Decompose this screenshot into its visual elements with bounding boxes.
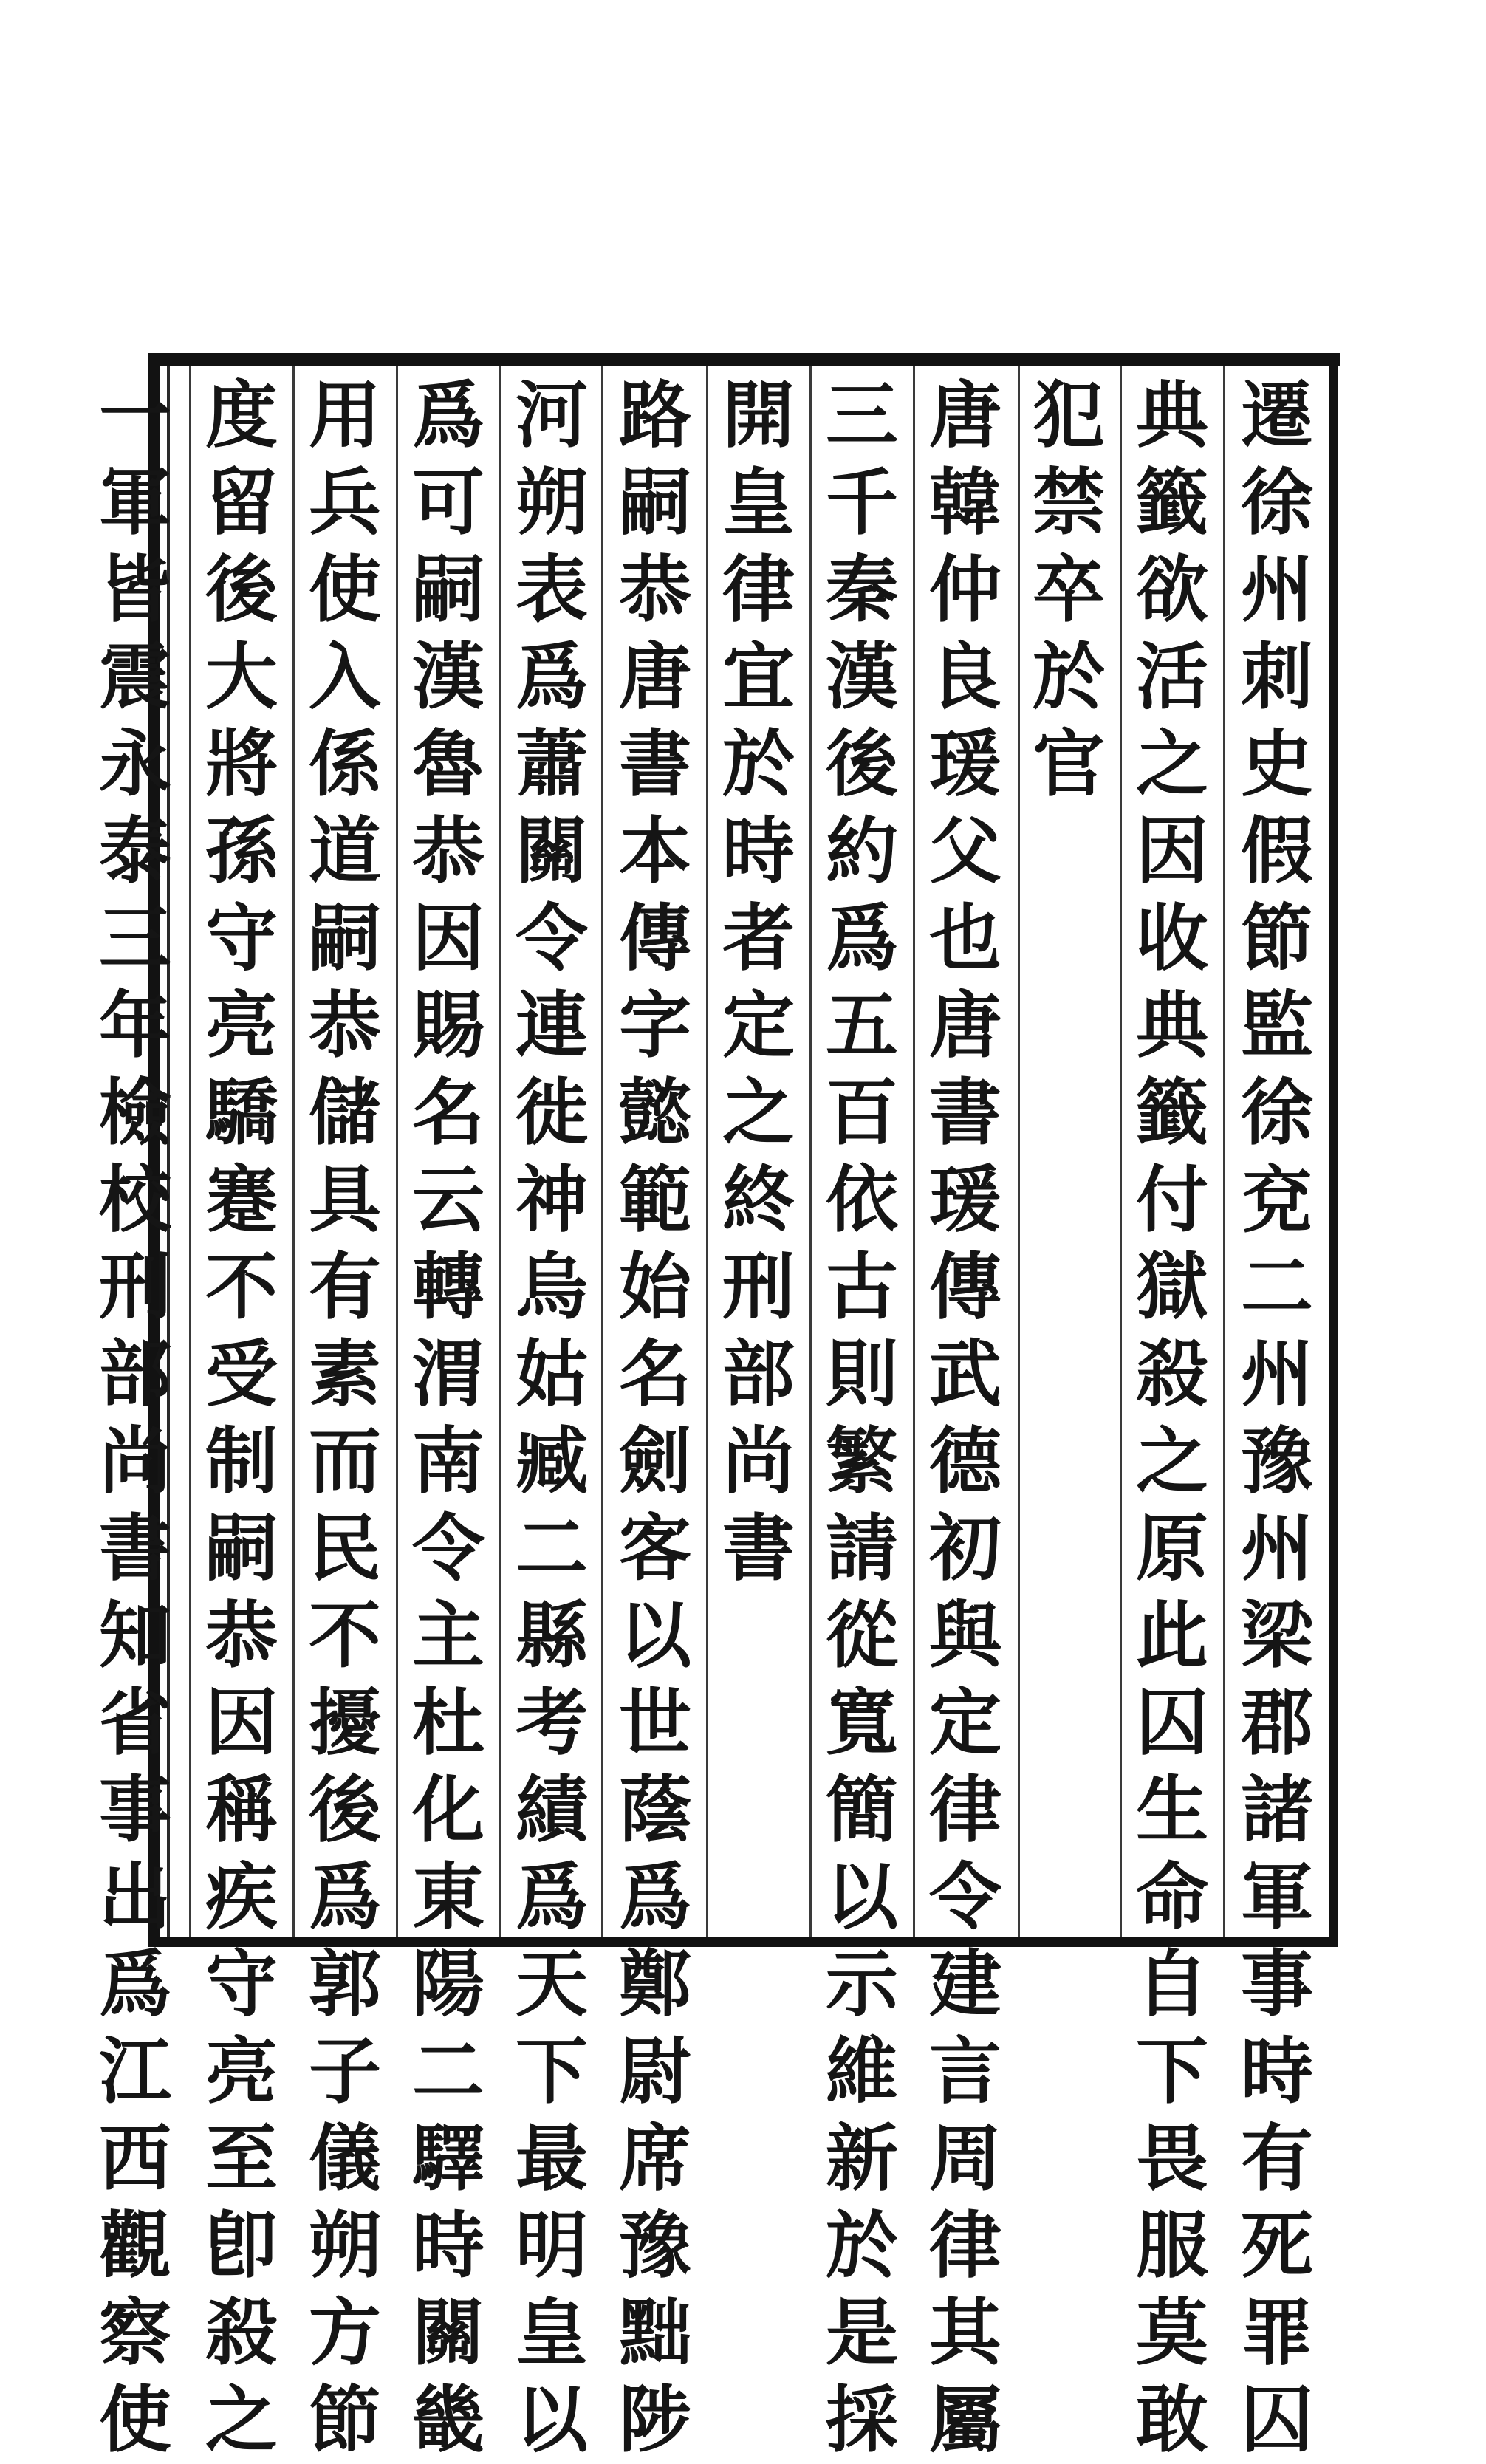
text-glyph: 書 <box>98 1506 171 1591</box>
text-glyph: 活 <box>1135 634 1208 719</box>
text-glyph: 示 <box>825 1942 898 2027</box>
text-glyph: 假 <box>1240 809 1313 894</box>
text-column-12 <box>87 372 183 2464</box>
text-glyph: 豫 <box>618 2203 691 2288</box>
text-glyph: 嗣 <box>308 896 381 981</box>
frame-right-border <box>1329 353 1338 1947</box>
text-glyph: 字 <box>618 983 691 1068</box>
text-glyph: 震 <box>98 634 171 719</box>
text-glyph: 建 <box>928 1942 1001 2027</box>
text-glyph: 不 <box>308 1593 381 1678</box>
text-glyph: 係 <box>308 722 381 807</box>
text-glyph: 縣 <box>515 1593 588 1678</box>
text-glyph: 州 <box>1240 1332 1313 1417</box>
text-glyph: 神 <box>515 1157 588 1242</box>
text-glyph: 主 <box>411 1593 485 1678</box>
text-glyph: 具 <box>308 1157 381 1242</box>
text-glyph: 屬 <box>928 2378 1001 2463</box>
text-glyph: 節 <box>1240 896 1313 981</box>
text-glyph: 表 <box>515 547 588 632</box>
text-glyph: 範 <box>618 1157 691 1242</box>
text-glyph: 疾 <box>205 1855 278 1940</box>
text-glyph: 刑 <box>98 1245 171 1329</box>
text-glyph: 監 <box>1240 983 1313 1068</box>
text-glyph: 請 <box>825 1506 898 1591</box>
text-glyph: 豫 <box>1240 1419 1313 1504</box>
text-glyph: 部 <box>722 1332 795 1417</box>
text-glyph: 遷 <box>1240 373 1313 458</box>
text-glyph: 驕 <box>205 1070 278 1155</box>
text-glyph: 亮 <box>205 2029 278 2114</box>
text-glyph: 陽 <box>411 1942 485 2027</box>
text-glyph: 爲 <box>411 373 485 458</box>
text-glyph: 傳 <box>928 1245 1001 1329</box>
text-glyph: 漢 <box>825 634 898 719</box>
text-glyph: 部 <box>98 1332 171 1417</box>
text-glyph: 梁 <box>1240 1593 1313 1678</box>
text-glyph: 律 <box>928 2203 1001 2288</box>
text-glyph: 臧 <box>515 1419 588 1504</box>
text-glyph: 於 <box>825 2203 898 2288</box>
text-glyph: 河 <box>515 373 588 458</box>
text-glyph: 生 <box>1135 1767 1208 1852</box>
text-glyph: 朔 <box>308 2203 381 2288</box>
text-glyph: 後 <box>825 722 898 807</box>
text-glyph: 約 <box>825 809 898 894</box>
text-glyph: 付 <box>1135 1157 1208 1242</box>
text-glyph: 徙 <box>515 1070 588 1155</box>
text-glyph: 軍 <box>1240 1855 1313 1940</box>
text-glyph: 儀 <box>308 2116 381 2201</box>
text-glyph: 民 <box>308 1506 381 1591</box>
frame-top-border <box>148 353 1340 366</box>
text-glyph: 爲 <box>308 1855 381 1940</box>
text-glyph: 瑗 <box>928 1157 1001 1242</box>
text-glyph: 令 <box>411 1506 485 1591</box>
text-glyph: 死 <box>1240 2203 1313 2288</box>
text-glyph: 之 <box>205 2378 278 2463</box>
text-glyph: 杜 <box>411 1680 485 1765</box>
text-glyph: 畿 <box>411 2378 485 2463</box>
column-divider <box>1120 366 1122 1937</box>
text-glyph: 此 <box>1135 1593 1208 1678</box>
text-glyph: 績 <box>515 1767 588 1852</box>
text-glyph: 轉 <box>411 1245 485 1329</box>
text-glyph: 維 <box>825 2029 898 2114</box>
text-glyph: 名 <box>618 1332 691 1417</box>
text-glyph: 罪 <box>1240 2290 1313 2375</box>
text-glyph: 稱 <box>205 1767 278 1852</box>
text-glyph: 尉 <box>618 2029 691 2114</box>
text-glyph: 殺 <box>205 2290 278 2375</box>
text-glyph: 周 <box>928 2116 1001 2201</box>
text-glyph: 檢 <box>98 1070 171 1155</box>
text-glyph: 秦 <box>825 547 898 632</box>
text-glyph: 爲 <box>618 1855 691 1940</box>
text-glyph: 席 <box>618 2116 691 2201</box>
text-glyph: 受 <box>205 1332 278 1417</box>
text-glyph: 時 <box>1240 2029 1313 2114</box>
text-glyph: 鄭 <box>618 1942 691 2027</box>
text-glyph: 出 <box>98 1855 171 1940</box>
text-glyph: 亮 <box>205 983 278 1068</box>
text-glyph: 徐 <box>1240 460 1313 545</box>
text-glyph: 父 <box>928 809 1001 894</box>
text-glyph: 天 <box>515 1942 588 2027</box>
text-glyph: 渭 <box>411 1332 485 1417</box>
text-glyph: 武 <box>928 1332 1001 1417</box>
text-glyph: 皇 <box>722 460 795 545</box>
text-glyph: 姑 <box>515 1332 588 1417</box>
text-column-8 <box>504 372 600 2464</box>
text-glyph: 江 <box>98 2029 171 2114</box>
text-glyph: 名 <box>411 1070 485 1155</box>
text-glyph: 下 <box>515 2029 588 2114</box>
text-glyph: 路 <box>618 373 691 458</box>
text-glyph: 囚 <box>1240 2378 1313 2463</box>
text-glyph: 千 <box>825 460 898 545</box>
text-glyph: 守 <box>205 1942 278 2027</box>
text-glyph: 官 <box>1032 722 1105 807</box>
text-glyph: 驛 <box>411 2116 485 2201</box>
text-glyph: 皇 <box>515 2290 588 2375</box>
text-glyph: 將 <box>205 722 278 807</box>
text-glyph: 自 <box>1135 1942 1208 2027</box>
text-glyph: 仲 <box>928 547 1001 632</box>
text-glyph: 蕭 <box>515 722 588 807</box>
text-glyph: 客 <box>618 1506 691 1591</box>
text-glyph: 言 <box>928 2029 1001 2114</box>
text-glyph: 定 <box>722 983 795 1068</box>
text-glyph: 唐 <box>618 634 691 719</box>
text-glyph: 大 <box>205 634 278 719</box>
text-column-2 <box>1124 372 1220 2464</box>
text-glyph: 用 <box>308 373 381 458</box>
text-glyph: 律 <box>928 1767 1001 1852</box>
text-glyph: 制 <box>205 1419 278 1504</box>
text-glyph: 卒 <box>1032 547 1105 632</box>
text-glyph: 二 <box>411 2029 485 2114</box>
text-glyph: 尚 <box>722 1419 795 1504</box>
text-glyph: 後 <box>205 547 278 632</box>
text-glyph: 考 <box>515 1680 588 1765</box>
text-glyph: 恭 <box>308 983 381 1068</box>
text-glyph: 刑 <box>722 1245 795 1329</box>
text-glyph: 素 <box>308 1332 381 1417</box>
text-glyph: 儲 <box>308 1070 381 1155</box>
text-column-4 <box>917 372 1013 2464</box>
text-glyph: 兗 <box>1240 1157 1313 1242</box>
text-glyph: 三 <box>825 373 898 458</box>
text-glyph: 時 <box>722 809 795 894</box>
text-glyph: 終 <box>722 1157 795 1242</box>
text-glyph: 以 <box>618 1593 691 1678</box>
text-glyph: 州 <box>1240 1506 1313 1591</box>
text-glyph: 劍 <box>618 1419 691 1504</box>
text-glyph: 魯 <box>411 722 485 807</box>
text-glyph: 令 <box>928 1855 1001 1940</box>
text-glyph: 賜 <box>411 983 485 1068</box>
text-glyph: 永 <box>98 722 171 807</box>
text-glyph: 烏 <box>515 1245 588 1329</box>
text-glyph: 兵 <box>308 460 381 545</box>
text-glyph: 泰 <box>98 809 171 894</box>
text-glyph: 留 <box>205 460 278 545</box>
text-glyph: 敢 <box>1135 2378 1208 2463</box>
text-column-9 <box>400 372 496 2464</box>
text-glyph: 最 <box>515 2116 588 2201</box>
text-glyph: 書 <box>722 1506 795 1591</box>
text-glyph: 獄 <box>1135 1245 1208 1329</box>
text-glyph: 知 <box>98 1593 171 1678</box>
frame-corner-notch <box>167 357 248 362</box>
text-glyph: 蔭 <box>618 1767 691 1852</box>
column-divider <box>601 366 603 1937</box>
text-glyph: 其 <box>928 2290 1001 2375</box>
text-glyph: 關 <box>411 2290 485 2375</box>
text-glyph: 之 <box>1135 722 1208 807</box>
text-glyph: 朔 <box>515 460 588 545</box>
text-glyph: 省 <box>98 1680 171 1765</box>
text-glyph: 以 <box>825 1855 898 1940</box>
text-glyph: 二 <box>1240 1245 1313 1329</box>
column-divider <box>809 366 812 1937</box>
text-glyph: 傳 <box>618 896 691 981</box>
text-glyph: 史 <box>1240 722 1313 807</box>
text-glyph: 化 <box>411 1767 485 1852</box>
text-glyph: 古 <box>825 1245 898 1329</box>
text-glyph: 五 <box>825 983 898 1068</box>
text-glyph: 於 <box>722 722 795 807</box>
text-glyph: 因 <box>1135 809 1208 894</box>
text-glyph: 嗣 <box>205 1506 278 1591</box>
text-glyph: 令 <box>515 896 588 981</box>
text-column-10 <box>297 372 393 2464</box>
text-glyph: 瑗 <box>928 722 1001 807</box>
text-glyph: 道 <box>308 809 381 894</box>
text-glyph: 宜 <box>722 634 795 719</box>
text-glyph: 律 <box>722 547 795 632</box>
column-divider <box>706 366 708 1937</box>
text-column-7 <box>607 372 703 2464</box>
text-glyph: 從 <box>825 1593 898 1678</box>
text-glyph: 至 <box>205 2116 278 2201</box>
text-glyph: 寬 <box>825 1680 898 1765</box>
text-glyph: 校 <box>98 1157 171 1242</box>
text-glyph: 與 <box>928 1593 1001 1678</box>
text-glyph: 以 <box>515 2378 588 2463</box>
text-glyph: 書 <box>618 722 691 807</box>
text-glyph: 諸 <box>1240 1767 1313 1852</box>
text-glyph: 犯 <box>1032 373 1105 458</box>
text-glyph: 是 <box>825 2290 898 2375</box>
text-glyph: 繁 <box>825 1419 898 1504</box>
text-glyph: 畏 <box>1135 2116 1208 2201</box>
text-glyph: 本 <box>618 809 691 894</box>
text-glyph: 籤 <box>1135 460 1208 545</box>
text-glyph: 之 <box>1135 1419 1208 1504</box>
text-glyph: 郡 <box>1240 1680 1313 1765</box>
column-divider <box>396 366 398 1937</box>
text-glyph: 使 <box>308 547 381 632</box>
text-glyph: 恭 <box>205 1593 278 1678</box>
text-glyph: 世 <box>618 1680 691 1765</box>
text-glyph: 徐 <box>1240 1070 1313 1155</box>
column-divider <box>1018 366 1020 1937</box>
text-glyph: 州 <box>1240 547 1313 632</box>
column-divider <box>189 366 191 1937</box>
text-glyph: 子 <box>308 2029 381 2114</box>
text-glyph: 命 <box>1135 1855 1208 1940</box>
text-glyph: 事 <box>1240 1942 1313 2027</box>
text-glyph: 有 <box>1240 2116 1313 2201</box>
text-glyph: 時 <box>411 2203 485 2288</box>
text-glyph: 唐 <box>928 983 1001 1068</box>
text-glyph: 收 <box>1135 896 1208 981</box>
text-glyph: 爲 <box>98 1942 171 2027</box>
text-glyph: 云 <box>411 1157 485 1242</box>
text-glyph: 爲 <box>515 1855 588 1940</box>
text-glyph: 唐 <box>928 373 1001 458</box>
text-glyph: 一 <box>98 373 171 458</box>
text-glyph: 尚 <box>98 1419 171 1504</box>
text-glyph: 嗣 <box>411 547 485 632</box>
text-glyph: 典 <box>1135 373 1208 458</box>
text-glyph: 恭 <box>618 547 691 632</box>
text-glyph: 欲 <box>1135 547 1208 632</box>
text-glyph: 因 <box>205 1680 278 1765</box>
text-glyph: 擾 <box>308 1680 381 1765</box>
text-glyph: 始 <box>618 1245 691 1329</box>
text-glyph: 良 <box>928 634 1001 719</box>
text-glyph: 恭 <box>411 809 485 894</box>
text-glyph: 簡 <box>825 1767 898 1852</box>
text-glyph: 郭 <box>308 1942 381 2027</box>
text-glyph: 入 <box>308 634 381 719</box>
text-glyph: 採 <box>825 2378 898 2463</box>
text-glyph: 東 <box>411 1855 485 1940</box>
text-glyph: 爲 <box>825 896 898 981</box>
text-glyph: 原 <box>1135 1506 1208 1591</box>
column-divider <box>292 366 295 1937</box>
text-glyph: 殺 <box>1135 1332 1208 1417</box>
text-glyph: 不 <box>205 1245 278 1329</box>
text-glyph: 典 <box>1135 983 1208 1068</box>
text-glyph: 籤 <box>1135 1070 1208 1155</box>
text-glyph: 明 <box>515 2203 588 2288</box>
text-glyph: 書 <box>928 1070 1001 1155</box>
text-glyph: 蹇 <box>205 1157 278 1242</box>
text-glyph: 使 <box>98 2378 171 2463</box>
text-glyph: 刺 <box>1240 634 1313 719</box>
text-glyph: 定 <box>928 1680 1001 1765</box>
text-glyph: 嗣 <box>618 460 691 545</box>
text-glyph: 度 <box>205 373 278 458</box>
text-column-5 <box>814 372 910 2464</box>
text-glyph: 服 <box>1135 2203 1208 2288</box>
text-glyph: 三 <box>98 896 171 981</box>
text-glyph: 二 <box>515 1506 588 1591</box>
text-glyph: 守 <box>205 896 278 981</box>
text-glyph: 因 <box>411 896 485 981</box>
text-glyph: 囚 <box>1135 1680 1208 1765</box>
text-glyph: 節 <box>308 2378 381 2463</box>
text-glyph: 百 <box>825 1070 898 1155</box>
text-glyph: 下 <box>1135 2029 1208 2114</box>
text-glyph: 後 <box>308 1767 381 1852</box>
text-glyph: 方 <box>308 2290 381 2375</box>
text-glyph: 也 <box>928 896 1001 981</box>
text-glyph: 者 <box>722 896 795 981</box>
text-glyph: 可 <box>411 460 485 545</box>
text-glyph: 爲 <box>515 634 588 719</box>
text-glyph: 於 <box>1032 634 1105 719</box>
text-glyph: 年 <box>98 983 171 1068</box>
text-glyph: 觀 <box>98 2203 171 2288</box>
column-divider <box>1223 366 1225 1937</box>
text-glyph: 軍 <box>98 460 171 545</box>
text-glyph: 則 <box>825 1332 898 1417</box>
text-glyph: 陟 <box>618 2378 691 2463</box>
text-glyph: 禁 <box>1032 460 1105 545</box>
text-glyph: 黜 <box>618 2290 691 2375</box>
text-glyph: 察 <box>98 2290 171 2375</box>
text-glyph: 卽 <box>205 2203 278 2288</box>
text-column-11 <box>194 372 290 2464</box>
text-glyph: 事 <box>98 1767 171 1852</box>
text-glyph: 南 <box>411 1419 485 1504</box>
column-divider <box>499 366 501 1937</box>
text-glyph: 新 <box>825 2116 898 2201</box>
text-column-3 <box>1021 372 1117 808</box>
text-glyph: 孫 <box>205 809 278 894</box>
text-glyph: 皆 <box>98 547 171 632</box>
text-glyph: 有 <box>308 1245 381 1329</box>
text-glyph: 漢 <box>411 634 485 719</box>
text-column-6 <box>711 372 807 1592</box>
text-glyph: 連 <box>515 983 588 1068</box>
text-glyph: 初 <box>928 1506 1001 1591</box>
text-glyph: 關 <box>515 809 588 894</box>
text-glyph: 依 <box>825 1157 898 1242</box>
text-column-1 <box>1229 372 1325 2464</box>
text-glyph: 德 <box>928 1419 1001 1504</box>
text-glyph: 懿 <box>618 1070 691 1155</box>
text-glyph: 莫 <box>1135 2290 1208 2375</box>
column-divider <box>913 366 915 1937</box>
text-glyph: 而 <box>308 1419 381 1504</box>
text-glyph: 之 <box>722 1070 795 1155</box>
text-glyph: 韓 <box>928 460 1001 545</box>
text-glyph: 西 <box>98 2116 171 2201</box>
text-glyph: 開 <box>722 373 795 458</box>
